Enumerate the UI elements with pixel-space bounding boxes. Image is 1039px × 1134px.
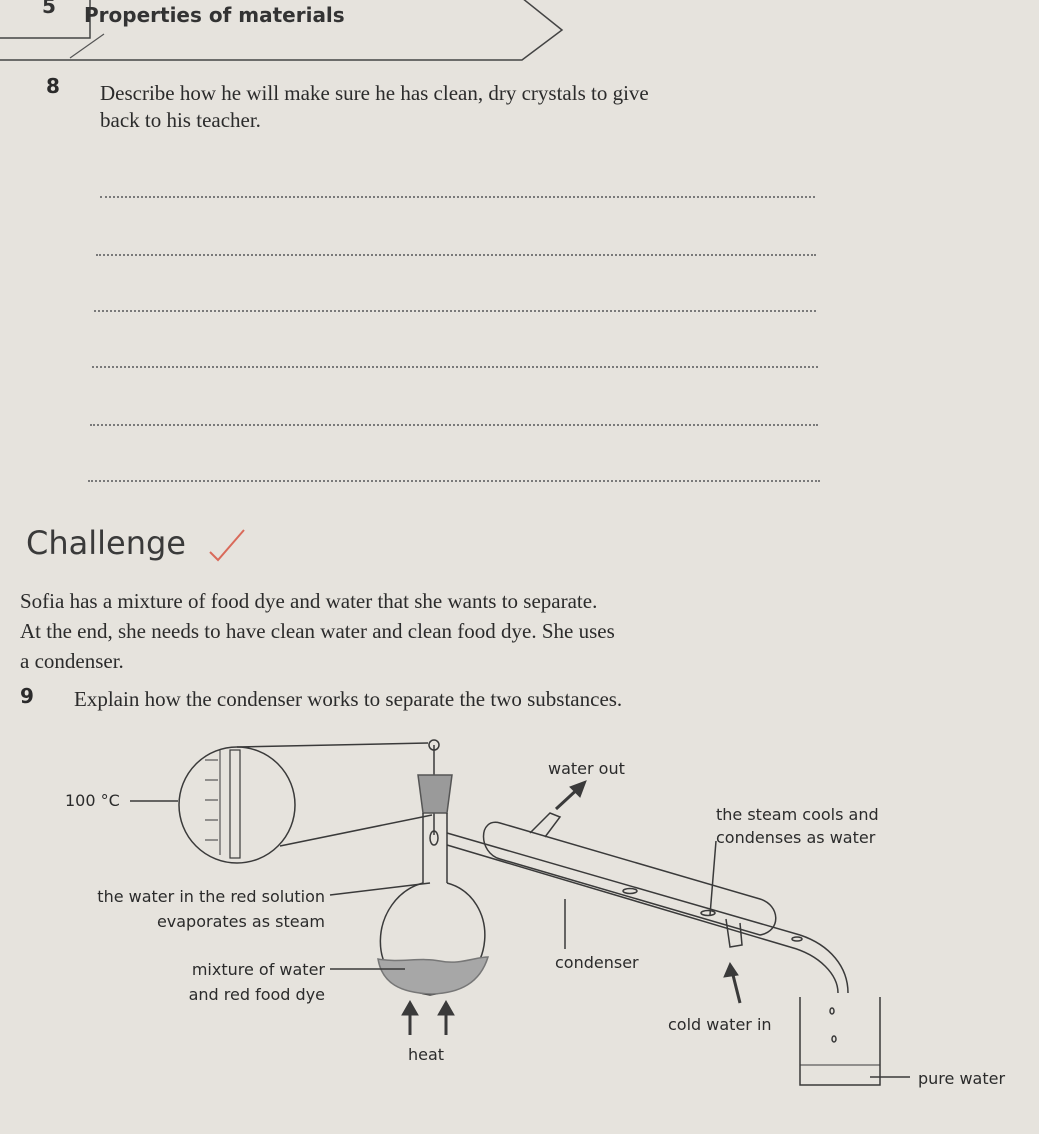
chapter-title: Properties of materials bbox=[84, 3, 345, 27]
label-pure-water: pure water bbox=[918, 1069, 1006, 1088]
label-condenser: condenser bbox=[555, 953, 639, 972]
question-8-number: 8 bbox=[46, 74, 60, 98]
label-steam-line-1: the steam cools and bbox=[716, 805, 879, 824]
answer-line-5[interactable] bbox=[90, 424, 818, 426]
label-evap-line-2: evaporates as steam bbox=[156, 912, 325, 931]
check-mark-icon bbox=[208, 528, 248, 564]
label-mixture bbox=[160, 957, 325, 1007]
distillation-diagram bbox=[0, 735, 1039, 1134]
label-steam bbox=[716, 803, 879, 849]
question-8-text bbox=[100, 80, 820, 134]
question-8-line-1: Describe how he will make sure he has clean, dry crystals to give bbox=[100, 81, 649, 105]
chapter-banner bbox=[0, 0, 565, 62]
question-8-line-2: back to his teacher. bbox=[100, 108, 261, 132]
challenge-para-line-3: a condenser. bbox=[20, 649, 124, 673]
label-water-out: water out bbox=[548, 759, 625, 778]
label-mixture-line-1: mixture of water bbox=[191, 960, 325, 979]
label-steam-line-2: condenses as water bbox=[716, 828, 876, 847]
question-9-number: 9 bbox=[20, 684, 34, 708]
label-evaporation bbox=[80, 884, 325, 934]
answer-line-3[interactable] bbox=[94, 310, 816, 312]
challenge-para-line-1: Sofia has a mixture of food dye and water that she wants to separate. bbox=[20, 589, 598, 613]
chapter-number: 5 bbox=[42, 0, 56, 18]
question-9-text: Explain how the condenser works to separate the two substances. bbox=[74, 687, 623, 711]
distillation-apparatus bbox=[0, 735, 1039, 1134]
challenge-paragraph bbox=[20, 586, 820, 676]
challenge-para-line-2: At the end, she needs to have clean water and clean food dye. She uses bbox=[20, 619, 615, 643]
label-mixture-line-2: and red food dye bbox=[188, 985, 325, 1004]
challenge-heading: Challenge bbox=[26, 524, 186, 562]
label-evap-line-1: the water in the red solution bbox=[97, 887, 325, 906]
magnified-thermometer bbox=[179, 747, 295, 863]
answer-line-6[interactable] bbox=[88, 480, 820, 482]
label-temperature: 100 °C bbox=[65, 791, 120, 810]
label-cold-water-in: cold water in bbox=[668, 1015, 772, 1034]
answer-line-4[interactable] bbox=[92, 366, 818, 368]
answer-line-1[interactable] bbox=[100, 196, 815, 198]
answer-line-2[interactable] bbox=[96, 254, 816, 256]
label-heat: heat bbox=[408, 1045, 445, 1064]
